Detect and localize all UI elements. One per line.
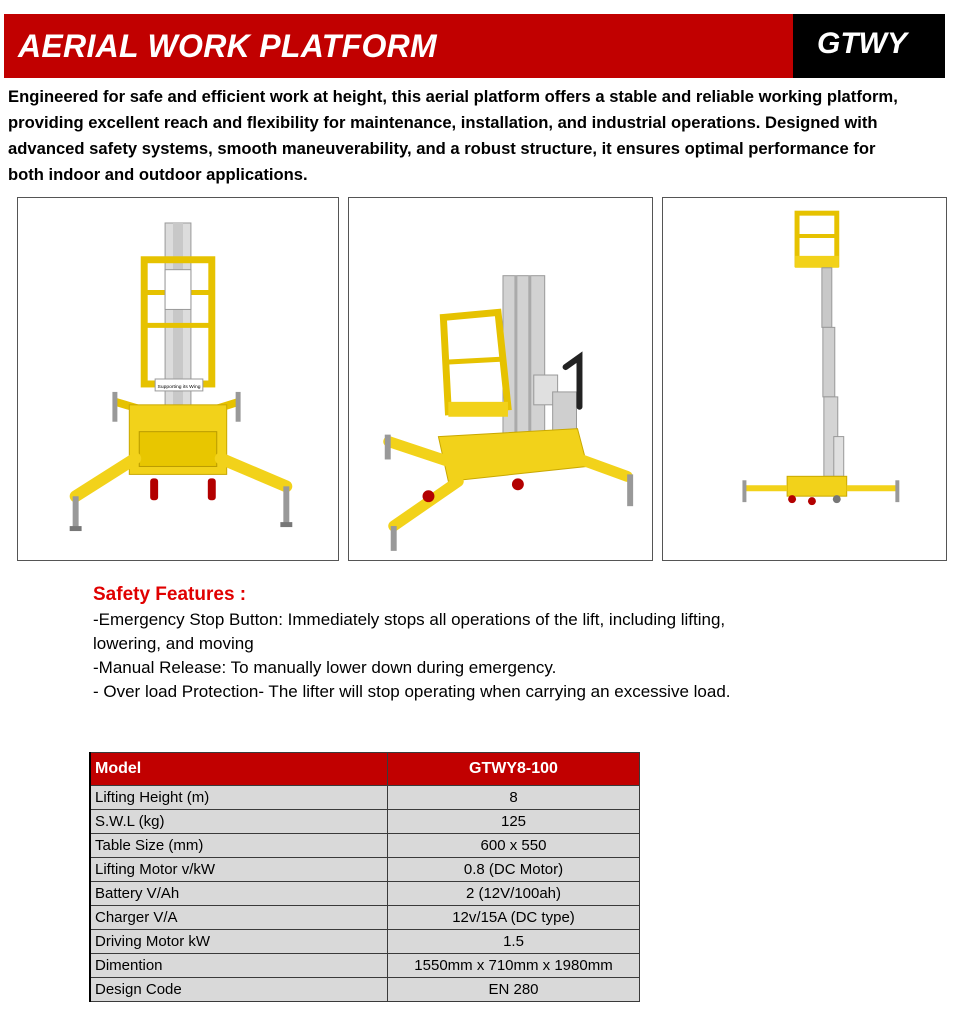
product-photo-side	[348, 197, 653, 561]
spec-table-header	[90, 753, 640, 786]
spec-table	[89, 752, 640, 1002]
table-row	[90, 786, 640, 810]
feature-item-manual-release: -Manual Release: To manually lower down during emergency.	[93, 658, 557, 677]
table-row	[90, 978, 640, 1002]
table-row	[90, 834, 640, 858]
header-banner	[4, 14, 945, 78]
sign-text: Supporting its Wing	[157, 384, 201, 390]
spec-value: EN 280	[388, 978, 640, 1002]
brand-name: GTWY	[817, 27, 907, 60]
spec-header-value: GTWY8-100	[388, 753, 640, 786]
page-title: AERIAL WORK PLATFORM	[18, 28, 437, 64]
spec-label: Battery V/Ah	[90, 882, 388, 906]
spec-value: 2 (12V/100ah)	[388, 882, 640, 906]
spec-value: 1.5	[388, 930, 640, 954]
table-row	[90, 810, 640, 834]
table-row	[90, 882, 640, 906]
table-row	[90, 954, 640, 978]
spec-value: 8	[388, 786, 640, 810]
spec-label: Lifting Height (m)	[90, 786, 388, 810]
lift-extended-illustration	[663, 198, 946, 560]
spec-value: 1550mm x 710mm x 1980mm	[388, 954, 640, 978]
lift-front-illustration	[18, 198, 338, 560]
spec-value: 600 x 550	[388, 834, 640, 858]
spec-label: Driving Motor kW	[90, 930, 388, 954]
spec-value: 0.8 (DC Motor)	[388, 858, 640, 882]
product-photo-extended	[662, 197, 947, 561]
spec-label: Table Size (mm)	[90, 834, 388, 858]
spec-label: S.W.L (kg)	[90, 810, 388, 834]
spec-header-label: Model	[90, 753, 388, 786]
table-row	[90, 930, 640, 954]
product-photo-front	[17, 197, 339, 561]
spec-label: Charger V/A	[90, 906, 388, 930]
safety-features-title: Safety Features :	[93, 584, 247, 605]
lift-side-illustration	[349, 198, 652, 560]
safety-features	[93, 583, 753, 704]
feature-item-emergency-stop: -Emergency Stop Button: Immediately stops all operations of the lift, including lifting, lowering, and moving	[93, 610, 726, 653]
intro-paragraph: Engineered for safe and efficient work at height, this aerial platform offers a stable and reliable working platform, providing excellent reach and flexibility for maintenance, installation, and industrial operations. Designed with advanced safety systems, smooth maneuverability, and a robust structure, it ensures optimal performance for both indoor and outdoor applications.	[8, 87, 898, 184]
spec-label: Dimention	[90, 954, 388, 978]
feature-item-overload: - Over load Protection- The lifter will stop operating when carrying an excessive load.	[93, 682, 731, 701]
spec-value: 125	[388, 810, 640, 834]
spec-label: Lifting Motor v/kW	[90, 858, 388, 882]
spec-value: 12v/15A (DC type)	[388, 906, 640, 930]
table-row	[90, 858, 640, 882]
brand-block	[793, 14, 945, 78]
spec-label: Design Code	[90, 978, 388, 1002]
table-row	[90, 906, 640, 930]
